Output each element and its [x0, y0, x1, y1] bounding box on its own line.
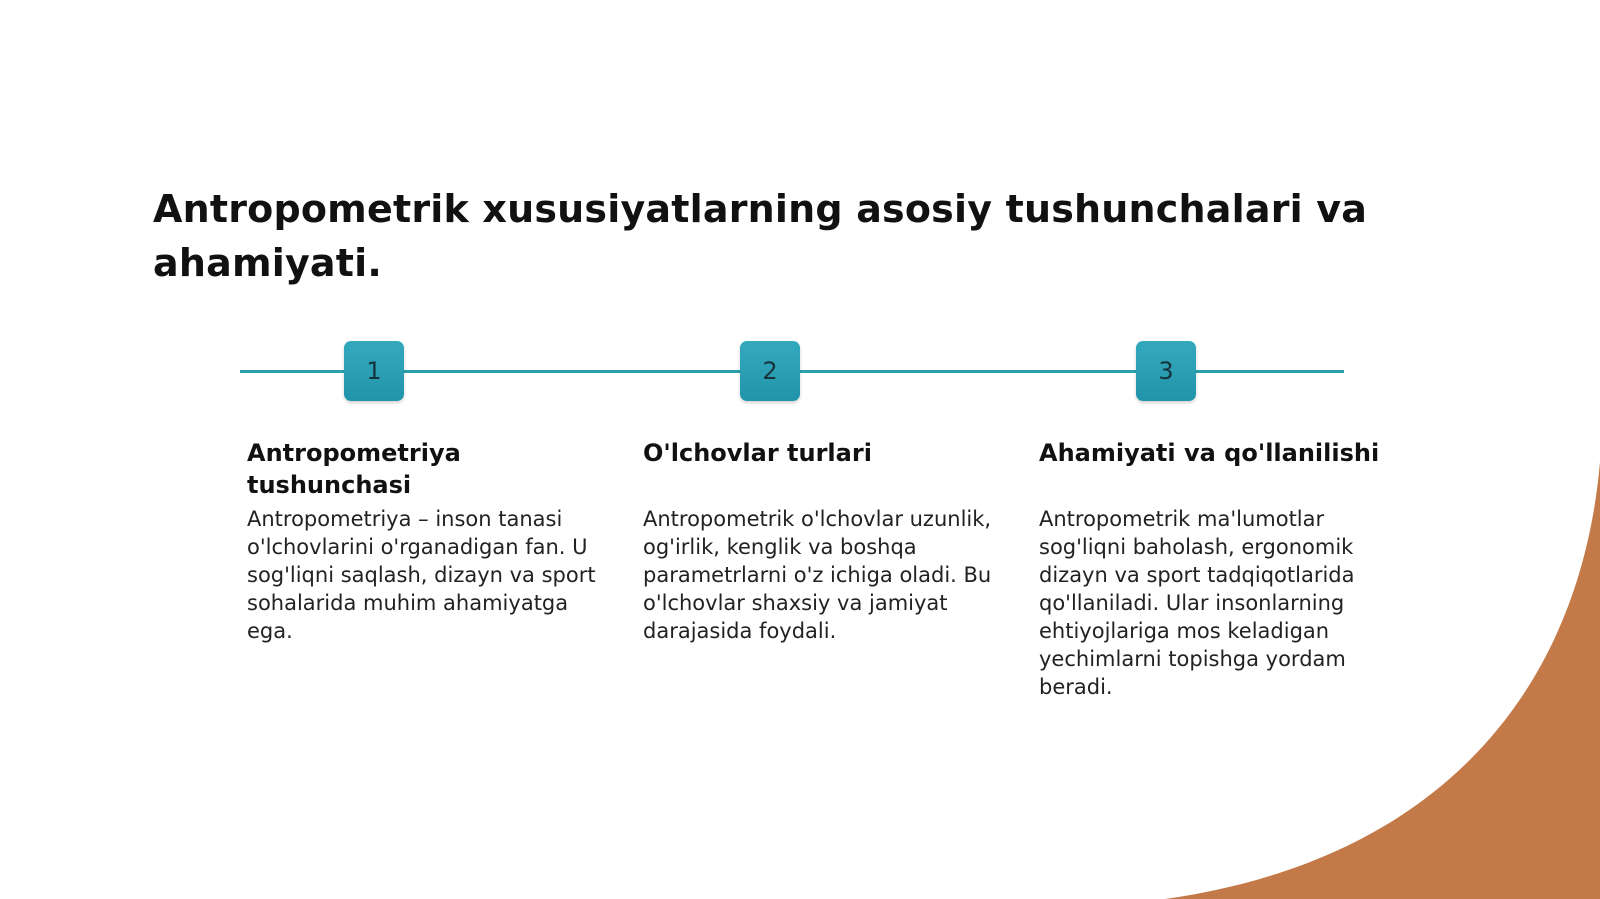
slide-title: Antropometrik xususiyatlarning asosiy tushunchalari va ahamiyati. [153, 187, 1368, 285]
step-2-heading: O'lchovlar turlari [643, 439, 872, 467]
step-3-heading: Ahamiyati va qo'llanilishi [1039, 439, 1380, 467]
step-2-badge: 2 [740, 341, 800, 401]
step-2-body: Antropometrik o'lchovlar uzunlik, og'irlik, kenglik va boshqa parametrlarni o'z ichiga oladi. Bu o'lchovlar shaxsiy va jamiyat darajasida foydali. [643, 507, 992, 643]
step-2-column [643, 437, 993, 645]
step-1-body: Antropometriya – inson tanasi o'lchovlarini o'rganadigan fan. U sog'liqni saqlash, dizayn va sport sohalarida muhim ahamiyatga ega. [247, 507, 596, 643]
step-1-heading: Antropometriya tushunchasi [247, 439, 461, 499]
step-3-badge: 3 [1136, 341, 1196, 401]
step-1-column [247, 437, 597, 645]
step-1-badge: 1 [344, 341, 404, 401]
step-3-column [1039, 437, 1389, 701]
step-3-body: Antropometrik ma'lumotlar sog'liqni baholash, ergonomik dizayn va sport tadqiqotlarida qo'llaniladi. Ular insonlarning ehtiyojlariga mos keladigan yechimlarni topishga yordam beradi. [1039, 507, 1355, 699]
